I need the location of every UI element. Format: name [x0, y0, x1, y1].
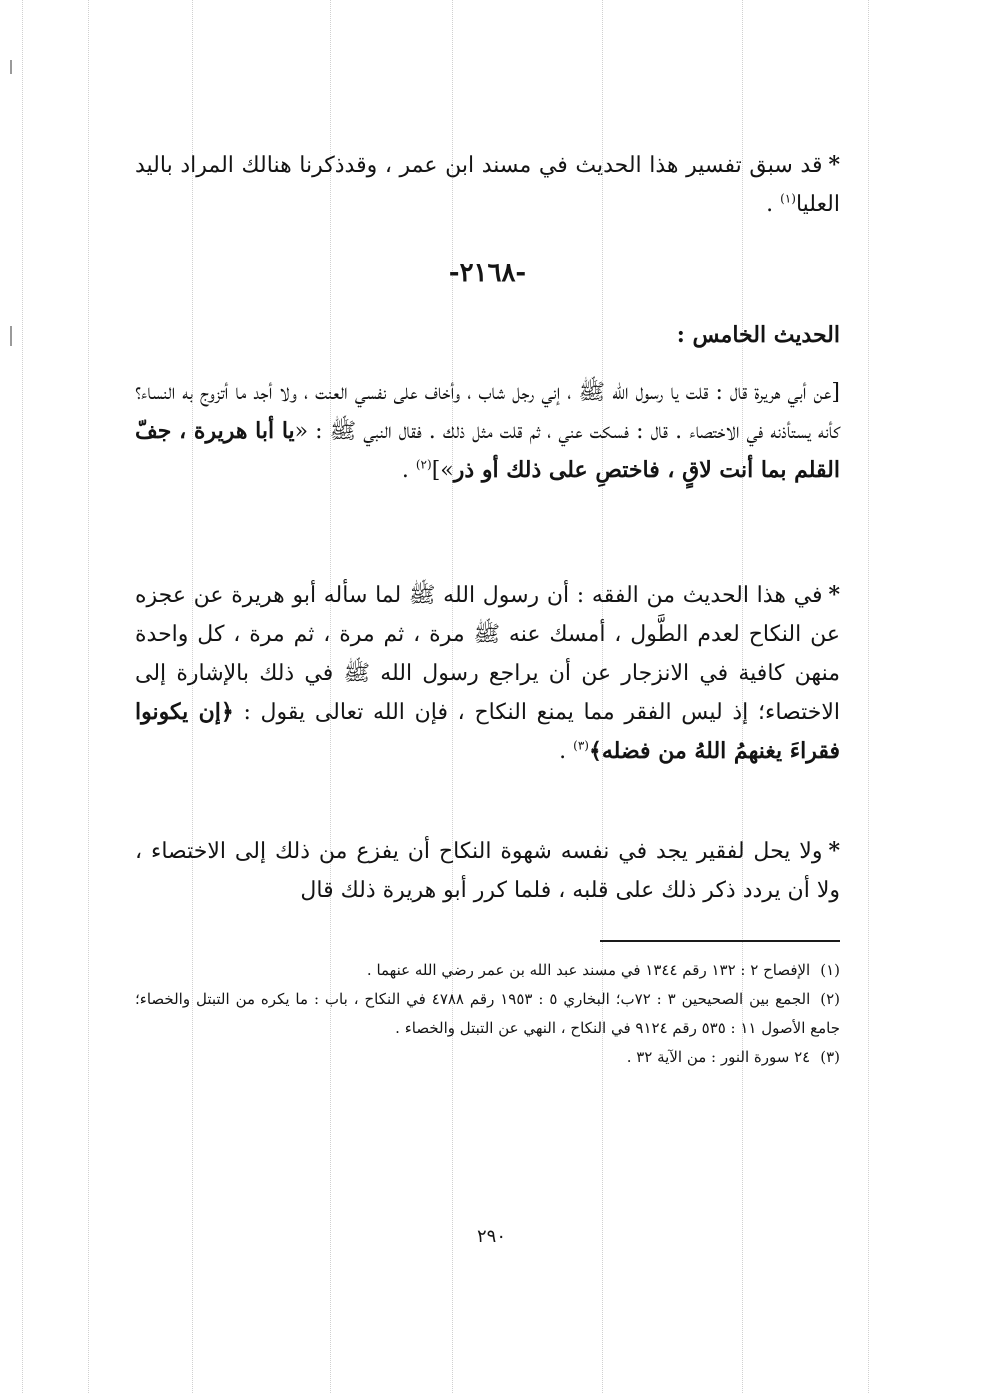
footnote-3: [135, 1043, 840, 1072]
hadith-end: .: [401, 458, 416, 483]
scan-artifact-line: [868, 0, 869, 1393]
scan-artifact-line: [88, 0, 89, 1393]
page-number: ٢٩٠: [476, 1226, 506, 1247]
asterisk-marker: *: [828, 838, 840, 864]
scan-margin-mark: [10, 326, 12, 346]
scan-margin-mark: [10, 60, 12, 74]
hadith-section: [135, 316, 840, 490]
footnote-2: [135, 985, 840, 1043]
hadith-prophet-saying: يا أبا هريرة ، جفّ القلم بما أنت لاقٍ ، فاختصِ على ذلك أو ذر: [135, 418, 840, 483]
intro-text: قد سبق تفسير هذا الحديث في مسند ابن عمر ، وقدذكرنا هنالك المراد باليد العليا: [135, 153, 840, 217]
footnote-number: (٣): [820, 1048, 840, 1066]
fiqh2-text: ولا يحل لفقير يجد في نفسه شهوة النكاح أن يفزع من ذلك إلى الاختصاء ، ولا أن يردد ذكر ذلك على قلبه ، فلما كرر أبو هريرة ذلك قال: [135, 839, 840, 903]
hadith-number: -٢١٦٨-: [448, 258, 527, 288]
fiqh1-end: .: [559, 739, 574, 764]
intro-end: .: [766, 192, 781, 217]
footnote-separator: [600, 940, 840, 942]
fiqh-paragraph-2: [135, 832, 840, 910]
hadith-text-part2: »]: [431, 458, 454, 483]
footnote-ref-3: (٣): [573, 738, 589, 753]
footnote-ref-2: (٢): [415, 457, 432, 472]
fiqh-paragraph-1: [135, 576, 840, 771]
hadith-text: [135, 373, 840, 490]
footnote-text: ٢٤ سورة النور : من الآية ٣٢ .: [626, 1048, 811, 1066]
footnote-1: [135, 956, 840, 985]
intro-paragraph: [135, 146, 840, 224]
section-heading: الحديث الخامس :: [676, 322, 840, 348]
footnote-text: الإفصاح ٢ : ١٣٢ رقم ١٣٤٤ في مسند عبد الله بن عمر رضي الله عنهما .: [366, 961, 811, 979]
asterisk-marker: *: [828, 152, 840, 178]
quran-verse: ﴿إن يكونوا فقراءَ يغنهمُ اللهُ من فضله﴾: [135, 699, 840, 764]
footnote-number: (٢): [820, 990, 841, 1008]
footnote-ref-1: (١): [780, 191, 796, 206]
footnotes: [135, 956, 840, 1072]
footnote-number: (١): [820, 961, 840, 979]
hadith-text-part1: [عن أبي هريرة قال : قلت يا رسول الله ﷺ ، إني رجل شاب ، وأخاف على نفسي العنت ، ولا أجد ما أتزوج به النساء؟ كأنه يستأذنه في الاختصاء . قال : فسكت عني ، ثم قلت مثل ذلك . فقال النبي ﷺ : «: [135, 380, 840, 444]
scan-artifact-line: [22, 0, 23, 1393]
asterisk-marker: *: [828, 582, 840, 608]
fiqh1-text: في هذا الحديث من الفقه : أن رسول الله ﷺ لما سأله أبو هريرة عن عجزه عن النكاح لعدم الطَّول ، أمسك عنه ﷺ مرة ، ثم مرة ، ثم مرة ، كل واحدة منهن كافية في الانزجار عن أن يراجع رسول الله ﷺ في ذلك بالإشارة إلى الاختصاء؛ إذ ليس الفقر مما يمنع النكاح ، فإن الله تعالى يقول :: [135, 583, 840, 725]
footnote-text: الجمع بين الصحيحين ٣ : ٧٢ب؛ البخاري ٥ : ١٩٥٣ رقم ٤٧٨٨ في النكاح ، باب : ما يكره من التبتل والخصاء؛ جامع الأصول ١١ : ٥٣٥ رقم ٩١٢٤ في النكاح ، النهي عن التبتل والخصاء .: [135, 990, 840, 1037]
